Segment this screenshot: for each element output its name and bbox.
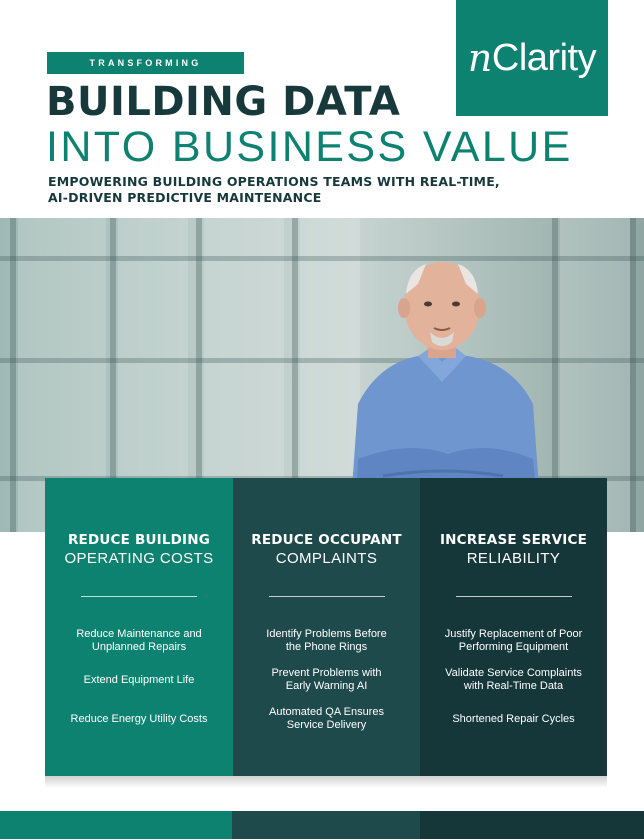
subtitle-line-2: AI-DRIVEN PREDICTIVE MAINTENANCE xyxy=(48,190,322,205)
logo-wordmark: Clarity xyxy=(491,36,597,79)
list-item-line: Justify Replacement of Poor xyxy=(444,628,583,640)
value-panels xyxy=(45,478,607,776)
panel-heading-bold: INCREASE SERVICE xyxy=(439,532,588,548)
subtitle xyxy=(48,174,518,206)
footer-color-bar xyxy=(0,811,644,839)
title-line-1: BUILDING DATA xyxy=(46,79,401,125)
footer-segment-teal xyxy=(0,811,232,839)
list-item-line: Performing Equipment xyxy=(458,641,569,653)
list-item-line: Extend Equipment Life xyxy=(83,674,195,686)
subtitle-line-1: EMPOWERING BUILDING OPERATIONS TEAMS WITH REAL-TIME, xyxy=(48,174,500,189)
footer-segment-slate xyxy=(232,811,420,839)
panel-heading-light: RELIABILITY xyxy=(466,550,561,567)
list-item xyxy=(241,706,412,732)
panel-divider xyxy=(269,596,385,597)
list-item-line: Early Warning AI xyxy=(285,680,368,692)
panel-divider xyxy=(81,596,197,597)
panel-heading-bold: REDUCE OCCUPANT xyxy=(251,532,402,548)
panel-heading-light: OPERATING COSTS xyxy=(64,550,214,567)
list-item xyxy=(53,628,225,654)
list-item-line: Unplanned Repairs xyxy=(91,641,187,653)
list-item xyxy=(428,667,599,693)
list-item-line: with Real-Time Data xyxy=(463,680,564,692)
list-item-line: Reduce Maintenance and xyxy=(76,628,202,640)
panel-reduce-operating-costs xyxy=(45,478,233,776)
list-item-line: Automated QA Ensures xyxy=(269,706,384,718)
list-item xyxy=(53,713,225,726)
list-item xyxy=(428,628,599,654)
list-item-line: Prevent Problems with xyxy=(271,667,382,679)
list-item-line: the Phone Rings xyxy=(285,641,368,653)
list-item-line: Identify Problems Before xyxy=(266,628,387,640)
logo-n: n xyxy=(467,36,492,80)
nclarity-logo xyxy=(456,0,608,116)
title-line-2: INTO BUSINESS VALUE xyxy=(46,123,573,171)
list-item xyxy=(428,713,599,726)
list-item xyxy=(53,674,225,687)
panel-reduce-occupant-complaints xyxy=(233,478,420,776)
panel-increase-service-reliability xyxy=(420,478,607,776)
list-item-line: Validate Service Complaints xyxy=(445,667,582,679)
panel-heading-light: COMPLAINTS xyxy=(275,550,378,567)
list-item xyxy=(241,628,412,654)
list-item-line: Service Delivery xyxy=(286,719,367,731)
panel-divider xyxy=(456,596,572,597)
panel-shadow xyxy=(45,776,607,788)
transforming-tag: TRANSFORMING xyxy=(47,52,244,74)
footer-segment-dark xyxy=(420,811,644,839)
list-item xyxy=(241,667,412,693)
list-item-line: Reduce Energy Utility Costs xyxy=(70,713,208,725)
list-item-line: Shortened Repair Cycles xyxy=(452,713,575,725)
panel-heading-bold: REDUCE BUILDING xyxy=(67,532,211,548)
